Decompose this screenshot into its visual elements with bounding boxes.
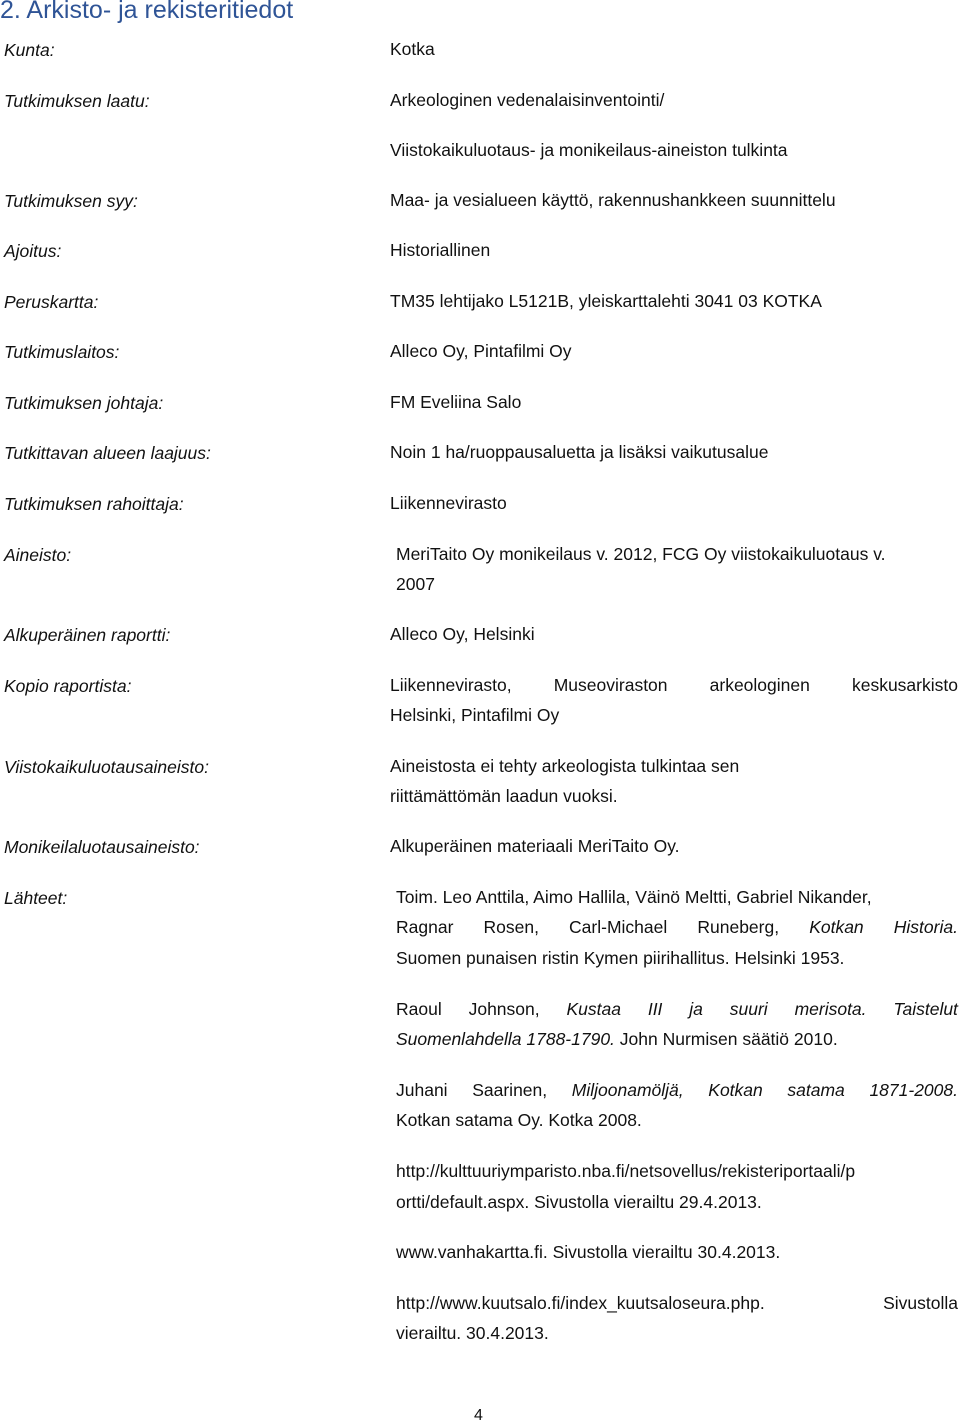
source-word: Kotkan bbox=[809, 917, 864, 937]
value-kunta: Kotka bbox=[390, 39, 435, 59]
label-rahoittaja: Tutkimuksen rahoittaja: bbox=[4, 494, 184, 514]
label-lahteet: Lähteet: bbox=[4, 888, 68, 908]
source-word: suuri bbox=[729, 999, 768, 1019]
source-4-line2: ortti/default.aspx. Sivustolla vierailtu 29.4.2013. bbox=[396, 1192, 762, 1212]
source-3-line2: Kotkan satama Oy. Kotka 2008. bbox=[396, 1110, 642, 1130]
label-aineisto: Aineisto: bbox=[4, 545, 72, 565]
source-6-line2: vierailtu. 30.4.2013. bbox=[396, 1323, 549, 1343]
label-tutkimuksen-johtaja: Tutkimuksen johtaja: bbox=[4, 393, 164, 413]
label-viistokaikuluotausaineisto: Viistokaikuluotausaineisto: bbox=[4, 757, 209, 777]
source-word: Rosen, bbox=[483, 917, 539, 937]
value-syy: Maa- ja vesialueen käyttö, rakennushankkeen suunnittelu bbox=[390, 190, 836, 210]
value-viisto-line2: riittämättömän laadun vuoksi. bbox=[390, 786, 618, 806]
value-ajoitus: Historiallinen bbox=[390, 240, 491, 260]
label-alueen-laajuus: Tutkittavan alueen laajuus: bbox=[4, 443, 211, 463]
source-word: Taistelut bbox=[893, 999, 958, 1019]
source-3-line1 bbox=[396, 1075, 958, 1106]
value-rahoittaja: Liikennevirasto bbox=[390, 493, 507, 513]
source-1-line3: Suomen punaisen ristin Kymen piirihallitus. Helsinki 1953. bbox=[396, 948, 845, 968]
source-word: Juhani bbox=[396, 1080, 448, 1100]
value-alkuperainen-raportti: Alleco Oy, Helsinki bbox=[390, 624, 535, 644]
value-monikeila: Alkuperäinen materiaali MeriTaito Oy. bbox=[390, 836, 680, 856]
label-peruskartta: Peruskartta: bbox=[4, 292, 99, 312]
source-word: Ragnar bbox=[396, 917, 454, 937]
source-word: ja bbox=[689, 999, 703, 1019]
value-kopio-line2: Helsinki, Pintafilmi Oy bbox=[390, 705, 560, 725]
label-tutkimuslaitos: Tutkimuslaitos: bbox=[4, 342, 120, 362]
value-laatu-line2: Viistokaikuluotaus- ja monikeilaus-aineiston tulkinta bbox=[390, 140, 788, 160]
source-2-line2 bbox=[396, 1024, 838, 1055]
kopio-word: Liikennevirasto, bbox=[390, 675, 512, 695]
kopio-word: keskusarkisto bbox=[851, 675, 958, 695]
source-word: Johnson, bbox=[468, 999, 540, 1019]
source-word: Kustaa bbox=[566, 999, 621, 1019]
source-word: Historia. bbox=[893, 917, 958, 937]
source-word: III bbox=[647, 999, 663, 1019]
value-johtaja: FM Eveliina Salo bbox=[390, 392, 522, 412]
source-word: 1871-2008. bbox=[869, 1080, 958, 1100]
source-word: Carl-Michael bbox=[569, 917, 668, 937]
source-6-line1 bbox=[396, 1288, 958, 1319]
label-ajoitus: Ajoitus: bbox=[4, 241, 62, 261]
label-alkuperainen-raportti: Alkuperäinen raportti: bbox=[4, 625, 171, 645]
source-word: satama bbox=[787, 1080, 845, 1100]
source-1-line1: Toim. Leo Anttila, Aimo Hallila, Väinö Meltti, Gabriel Nikander, bbox=[396, 887, 872, 907]
value-tutkimuslaitos: Alleco Oy, Pintafilmi Oy bbox=[390, 341, 572, 361]
value-viisto-line1: Aineistosta ei tehty arkeologista tulkintaa sen bbox=[390, 756, 740, 776]
source-4-line1: http://kulttuuriymparisto.nba.fi/netsovellus/rekisteriportaali/p bbox=[396, 1161, 856, 1181]
source-2-italic-part: Suomenlahdella 1788-1790. bbox=[396, 1029, 615, 1049]
value-aineisto-line1: MeriTaito Oy monikeilaus v. 2012, FCG Oy viistokaikuluotaus v. bbox=[396, 544, 886, 564]
source-word: http://www.kuutsalo.fi/index_kuutsaloseura.php. bbox=[396, 1293, 765, 1313]
section-heading: 2. Arkisto- ja rekisteritiedot bbox=[0, 0, 294, 24]
kopio-word: Museoviraston bbox=[553, 675, 668, 695]
source-word: Saarinen, bbox=[472, 1080, 548, 1100]
label-tutkimuksen-laatu: Tutkimuksen laatu: bbox=[4, 91, 150, 111]
source-word: Raoul bbox=[396, 999, 442, 1019]
source-2-rest: John Nurmisen säätiö 2010. bbox=[614, 1029, 838, 1049]
source-word: Miljoonamöljä, bbox=[571, 1080, 684, 1100]
source-2-line1 bbox=[396, 994, 958, 1025]
source-5-line1: www.vanhakartta.fi. Sivustolla vierailtu 30.4.2013. bbox=[396, 1242, 781, 1262]
value-aineisto-line2: 2007 bbox=[396, 574, 435, 594]
label-kunta: Kunta: bbox=[4, 40, 55, 60]
page-number: 4 bbox=[474, 1407, 483, 1424]
source-word: Runeberg, bbox=[697, 917, 780, 937]
source-word: merisota. bbox=[794, 999, 867, 1019]
value-laajuus: Noin 1 ha/ruoppausaluetta ja lisäksi vaikutusalue bbox=[390, 442, 769, 462]
kopio-word: arkeologinen bbox=[709, 675, 810, 695]
source-1-line2 bbox=[396, 912, 958, 943]
label-monikeilaluotausaineisto: Monikeilaluotausaineisto: bbox=[4, 837, 200, 857]
value-peruskartta: TM35 lehtijako L5121B, yleiskarttalehti 3041 03 KOTKA bbox=[390, 291, 822, 311]
value-laatu-line1: Arkeologinen vedenalaisinventointi/ bbox=[390, 90, 665, 110]
label-kopio-raportista: Kopio raportista: bbox=[4, 676, 132, 696]
value-kopio-line1 bbox=[390, 670, 958, 701]
source-word: Kotkan bbox=[708, 1080, 763, 1100]
source-word: Sivustolla bbox=[883, 1293, 958, 1313]
label-tutkimuksen-syy: Tutkimuksen syy: bbox=[4, 191, 138, 211]
